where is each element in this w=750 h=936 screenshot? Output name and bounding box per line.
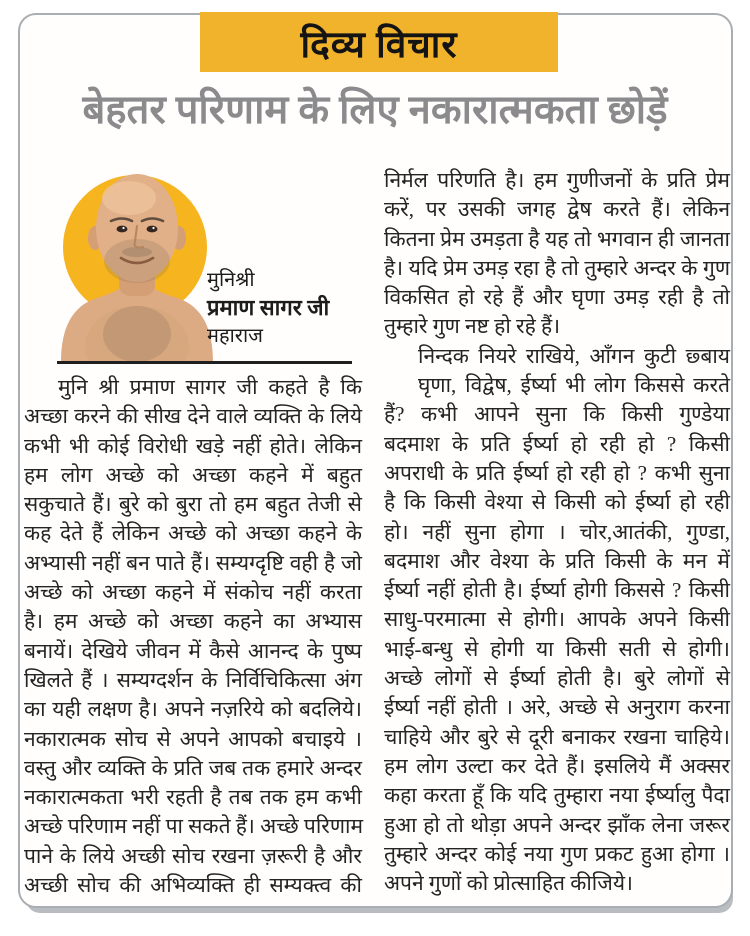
article-line: नकारात्मक सोच से अपने आपको बचाइये । bbox=[24, 726, 362, 751]
article-line: साधु-परमात्मा से होगी। आपके अपने किसी bbox=[384, 607, 730, 632]
article-line: ईर्ष्या नहीं होती है। ईर्ष्या होगी किससे ? किसी bbox=[384, 578, 730, 603]
article-line: नकारात्मकता भरी रहती है तब तक हम कभी bbox=[24, 785, 362, 810]
article-line: सकुचाते हैं। बुरे को बुरा तो हम बहुत तेजी से bbox=[24, 492, 362, 517]
article-line: है। यदि प्रेम उमड़ रहा है तो तुम्हारे अन्दर के गुण bbox=[384, 255, 730, 280]
article-line: वस्तु और व्यक्ति के प्रति जब तक हमारे अन्दर bbox=[24, 755, 362, 780]
article-line: बदमाश के प्रति ईर्ष्या हो रही हो ? किसी bbox=[384, 431, 730, 456]
headline: बेहतर परिणाम के लिए नकारात्मकता छोड़ें bbox=[82, 87, 668, 132]
article-column-left bbox=[24, 373, 362, 900]
article-line: हो। नहीं सुना होगा । चोर,आतंकी, गुण्डा, bbox=[384, 519, 730, 544]
article-line: चाहिये और बुरे से दूरी बनाकर रखना चाहिये। bbox=[384, 724, 730, 749]
article-line: बदमाश और वेश्या के प्रति किसी के मन में bbox=[384, 548, 730, 573]
masthead-banner bbox=[200, 12, 558, 72]
article-line: घृणा, विद्वेष, ईर्ष्या भी लोग किससे करते bbox=[418, 373, 730, 398]
article-line: खिलते हैं । सम्यग्दर्शन के निर्विचिकित्सा अंग bbox=[24, 667, 362, 692]
article-line: अच्छे परिणाम नहीं पा सकते हैं। अच्छे परिणाम bbox=[24, 814, 364, 839]
article-line: हैं? कभी आपने सुना कि किसी गुण्डेया bbox=[384, 402, 730, 427]
article-line: करें, पर उसकी जगह द्वेष करते हैं। लेकिन bbox=[384, 197, 730, 222]
author-prefix: मुनिश्री bbox=[207, 269, 255, 291]
article-line: तुम्हारे गुण नष्ट हो रहे हैं। bbox=[384, 314, 561, 339]
article-line: अच्छा करने की सीख देने वाले व्यक्ति के लिये bbox=[24, 404, 362, 429]
article-line: मुनि श्री प्रमाण सागर जी कहते है कि bbox=[58, 375, 362, 399]
article-line: ईर्ष्या नहीं होती । अरे, अच्छे से अनुराग करना bbox=[384, 695, 730, 720]
article-line: का यही लक्षण है। अपने नज़रिये को बदलिये। bbox=[24, 697, 362, 722]
article-line: हम लोग अच्छे को अच्छा कहने में बहुत bbox=[24, 462, 362, 487]
article-line: अपराधी के प्रति ईर्ष्या हो रही हो ? कभी सुना bbox=[384, 460, 730, 485]
article-line: है। हम अच्छे को अच्छा कहने का अभ्यास bbox=[24, 609, 362, 634]
article-line: तुम्हारे अन्दर कोई नया गुण प्रकट हुआ होगा । bbox=[384, 841, 730, 866]
article-line: अच्छे लोगों से ईर्ष्या होती है। बुरे लोगों से bbox=[384, 666, 730, 691]
divider-rule bbox=[57, 361, 352, 364]
article-line: निन्दक नियरे राखिये, आँगन कुटी छ्बाय bbox=[418, 343, 730, 368]
article-line: हम लोग उल्टा कर देते हैं। इसलिये मैं अक्सर bbox=[384, 753, 730, 778]
article-line: बनायें। देखिये जीवन में कैसे आनन्द के पुष्प bbox=[24, 638, 362, 663]
article-line: कह देते हैं लेकिन अच्छे को अच्छा कहने के bbox=[24, 521, 362, 546]
article-line: अच्छे को अच्छा कहने में संकोच नहीं करता bbox=[24, 580, 362, 605]
monk-photo bbox=[57, 162, 232, 362]
article-line: कितना प्रेम उमड़ता है यह तो भगवान ही जानता bbox=[384, 226, 730, 251]
article-line: कहा करता हूँ कि यदि तुम्हारा नया ईर्ष्यालु पैदा bbox=[384, 783, 730, 808]
article-line: है कि किसी वेश्या से किसी को ईर्ष्या हो रही bbox=[384, 490, 730, 515]
article-line: अच्छी सोच की अभिव्यक्ति ही सम्यक्त्व की bbox=[24, 873, 362, 898]
article-line: हुआ हो तो थोड़ा अपने अन्दर झाँक लेना जरूर bbox=[384, 812, 730, 837]
article-line: कभी भी कोई विरोधी खड़े नहीं होते। लेकिन bbox=[24, 433, 362, 458]
article-line: पाने के लिये अच्छी सोच रखना ज़रूरी है और bbox=[24, 843, 362, 868]
author-name: प्रमाण सागर जी bbox=[207, 295, 330, 320]
article-line: निर्मल परिणति है। हम गुणीजनों के प्रति प्रेम bbox=[384, 168, 730, 192]
article-line: विकसित हो रहे हैं और घृणा उमड़ रही है तो bbox=[384, 285, 730, 310]
masthead-title: दिव्य विचार bbox=[300, 24, 458, 66]
article-line: अपने गुणों को प्रोत्साहित कीजिये। bbox=[384, 871, 633, 896]
article-line: भाई-बन्धु से होगी या किसी सती से होगी। bbox=[384, 636, 730, 661]
article-line: अभ्यासी नहीं बन पाते हैं। सम्यग्दृष्टि वही है जो bbox=[24, 550, 362, 575]
author-suffix: महाराज bbox=[207, 325, 263, 347]
article-column-right bbox=[384, 166, 730, 898]
author-caption bbox=[207, 266, 367, 350]
